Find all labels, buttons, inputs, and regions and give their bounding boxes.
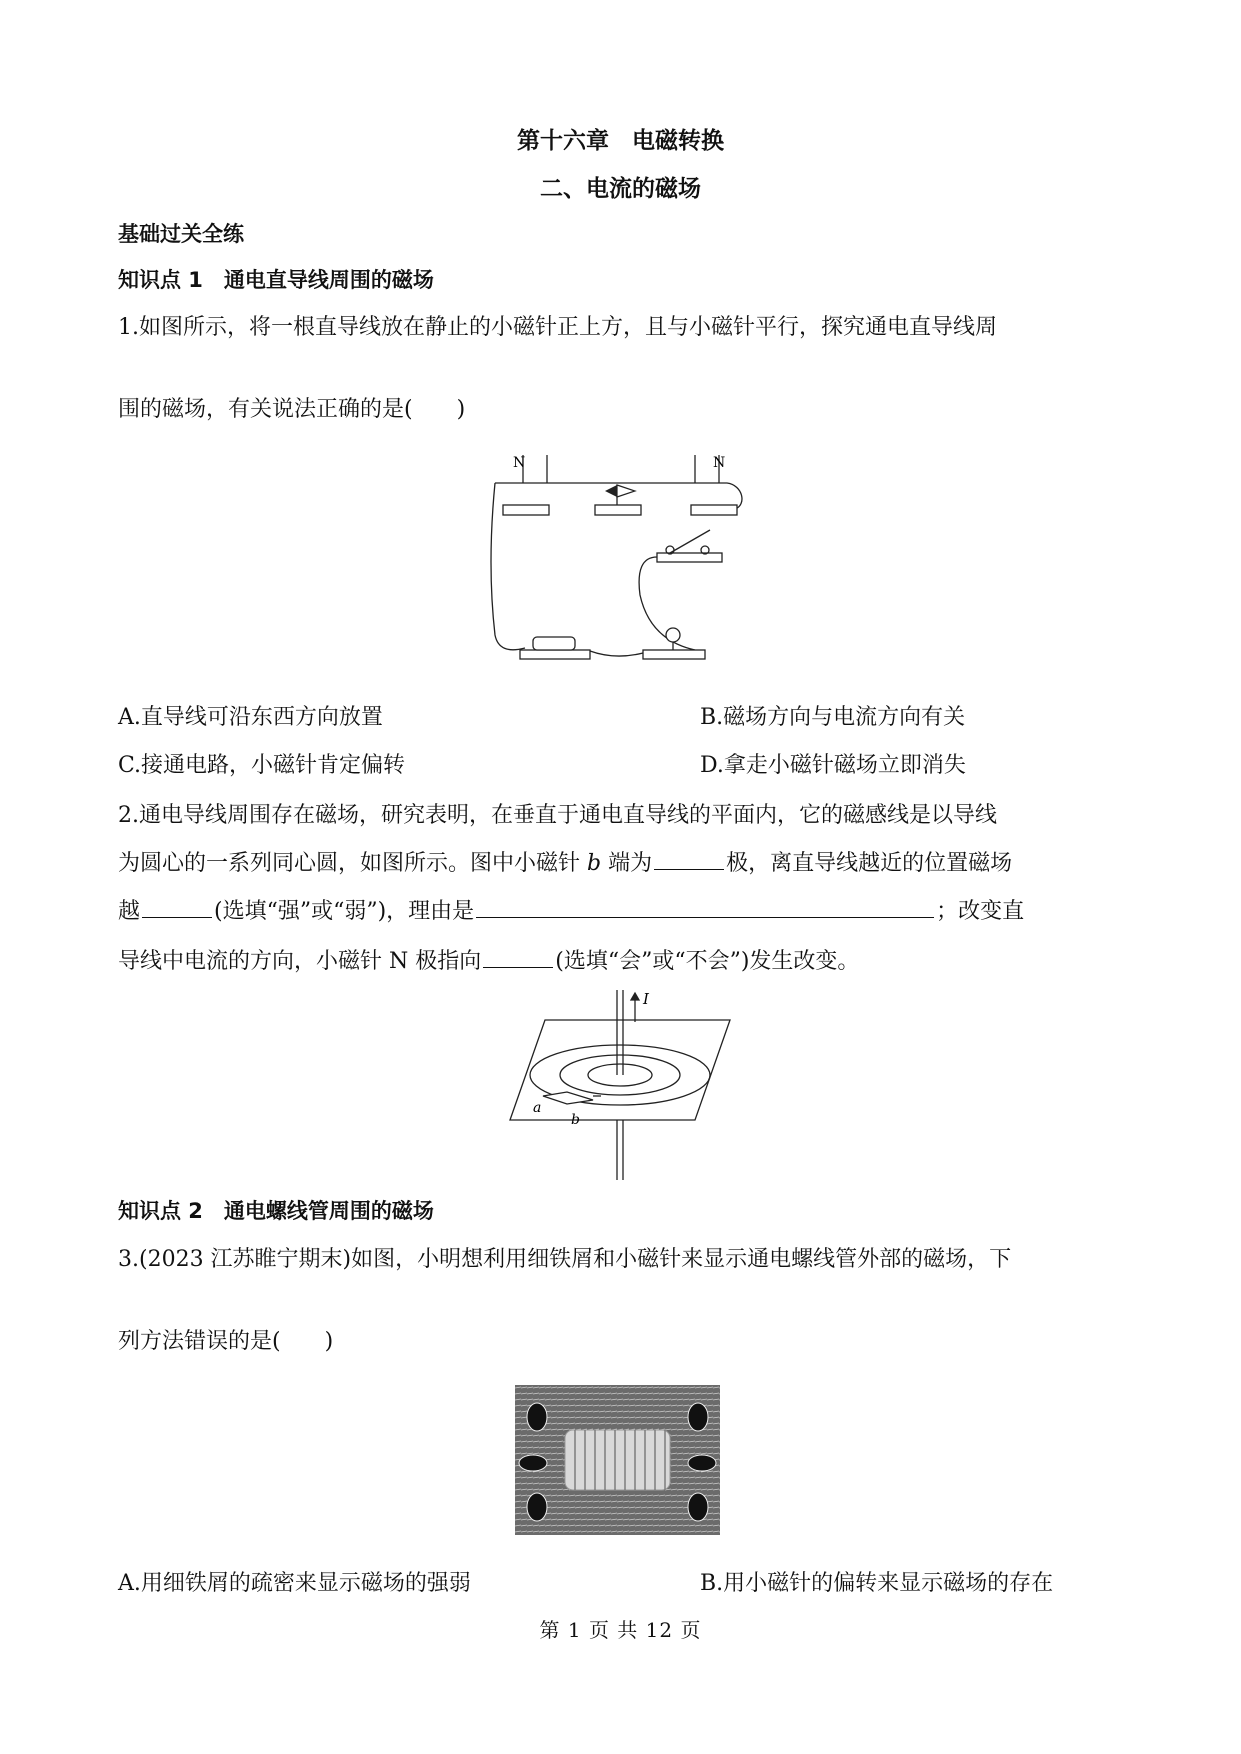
q2-blank-pole[interactable] <box>654 847 724 870</box>
q2-line-2-text-c: 端为 <box>601 851 653 876</box>
q1-figure-label-n-left: N <box>513 455 526 471</box>
chapter-title: 第十六章 电磁转换 <box>517 128 724 154</box>
practice-title: 基础过关全练 <box>118 222 244 246</box>
page-footer: 第 1 页 共 12 页 <box>539 1618 702 1642</box>
q2-label-b: b <box>571 1112 580 1128</box>
q2-line-1: 2.通电导线周围存在磁场，研究表明，在垂直于通电直导线的平面内，它的磁感线是以导线 <box>118 803 997 828</box>
q2-line-2-text-a: 为圆心的一系列同心圆，如图所示。图中小磁针 <box>118 851 587 876</box>
q2-variable-b: b <box>587 851 602 876</box>
q1-figure-label-n-right: N <box>713 455 726 471</box>
q1-option-c: C.接通电路，小磁针肯定偏转 <box>118 753 406 778</box>
q2-magnetic-field-figure <box>505 990 735 1180</box>
q2-line-4 <box>118 944 859 975</box>
knowledge-point-1: 知识点 1 通电直导线周围的磁场 <box>118 268 434 292</box>
q1-option-d: D.拿走小磁针磁场立即消失 <box>700 753 966 778</box>
q3-line-1: 3.(2023 江苏睢宁期末)如图，小明想利用细铁屑和小磁针来显示通电螺线管外部的磁场，下 <box>118 1247 1012 1272</box>
q2-blank-reason[interactable] <box>476 895 934 918</box>
q3-option-b: B.用小磁针的偏转来显示磁场的存在 <box>700 1571 1054 1596</box>
q2-line-4-text-b: (选填“会”或“不会”)发生改变。 <box>555 949 860 974</box>
section-title: 二、电流的磁场 <box>540 176 701 202</box>
q2-line-4-text-a: 导线中电流的方向，小磁针 N 极指向 <box>118 949 482 974</box>
q2-line-3-text-c: ；改变直 <box>936 899 1025 924</box>
q3-option-a: A.用细铁屑的疏密来显示磁场的强弱 <box>118 1571 471 1596</box>
q3-solenoid-photo <box>515 1385 720 1535</box>
q1-circuit-figure <box>485 445 755 685</box>
q2-blank-strength[interactable] <box>142 895 212 918</box>
knowledge-point-2: 知识点 2 通电螺线管周围的磁场 <box>118 1199 434 1223</box>
q1-line-2: 围的磁场，有关说法正确的是( ) <box>118 397 466 422</box>
q1-option-b: B.磁场方向与电流方向有关 <box>700 705 966 730</box>
q2-line-2-text-d: 极，离直导线越近的位置磁场 <box>726 851 1013 876</box>
q2-line-2 <box>118 846 1012 877</box>
q2-label-current: I <box>643 990 649 1008</box>
q2-line-3-text-a: 越 <box>118 899 141 924</box>
q2-line-3 <box>118 894 1024 925</box>
q1-line-1: 1.如图所示，将一根直导线放在静止的小磁针正上方，且与小磁针平行，探究通电直导线周 <box>118 315 997 340</box>
q3-line-2: 列方法错误的是( ) <box>118 1329 334 1354</box>
q2-blank-change[interactable] <box>483 945 553 968</box>
q2-label-a: a <box>533 1100 542 1116</box>
q2-line-3-text-b: (选填“强”或“弱”)，理由是 <box>214 899 475 924</box>
q1-option-a: A.直导线可沿东西方向放置 <box>118 705 383 730</box>
